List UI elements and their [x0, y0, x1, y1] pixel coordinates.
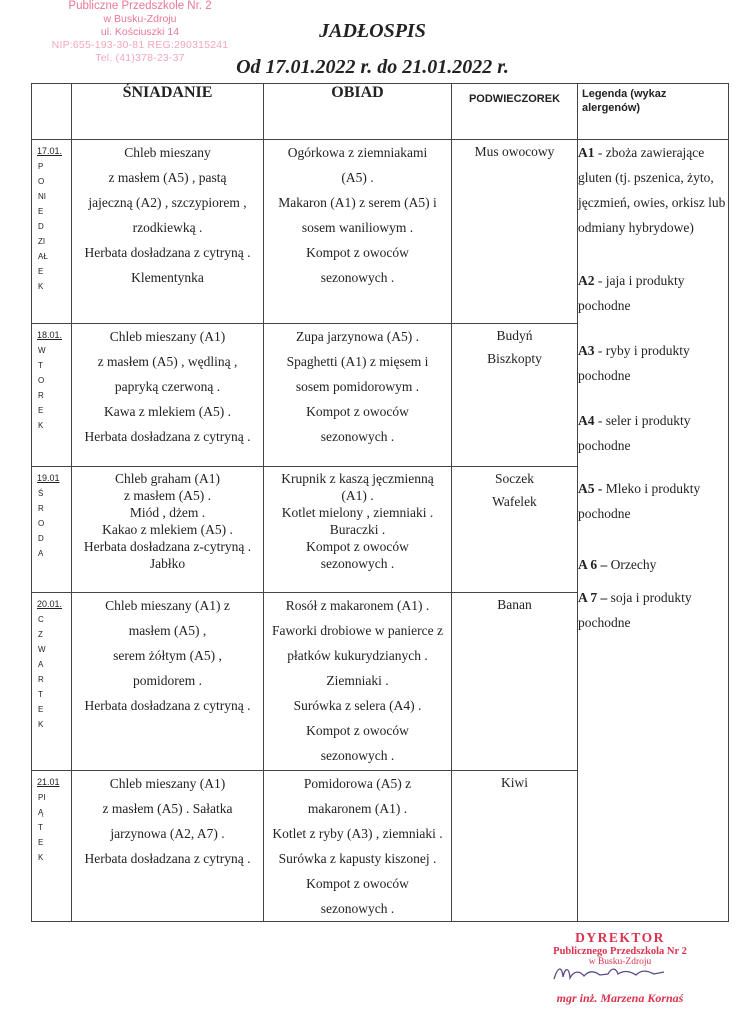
lunch-line: Kompot z owoców: [306, 245, 409, 260]
lunch-line: Kompot z owoców: [306, 876, 409, 891]
snack-line: Biszkopty: [487, 351, 542, 366]
breakfast-line: Chleb graham (A1): [115, 471, 220, 486]
breakfast-header: ŚNIADANIE: [72, 84, 264, 140]
lunch-header: OBIAD: [264, 84, 452, 140]
breakfast-line: Herbata dosładzana z cytryną .: [84, 698, 251, 713]
snack-line: Budyń: [496, 328, 533, 343]
breakfast-line: rzodkiewką .: [132, 220, 203, 235]
lunch-line: (A1) .: [341, 488, 374, 503]
allergen-item: [578, 268, 728, 318]
breakfast-line: serem żółtym (A5) ,: [113, 648, 222, 663]
director-stamp: [520, 930, 720, 1006]
lunch-line: sosem waniliowym .: [301, 220, 414, 235]
lunch-line: sezonowych .: [320, 429, 395, 444]
allergen-text: - zboża zawierające gluten (tj. pszenica, żyto, jęczmień, owies, orkisz lub odmiany hybrydowe): [578, 145, 726, 235]
breakfast-line: Kakao z mlekiem (A5) .: [102, 522, 233, 537]
day-name: CZWARTEK: [38, 615, 46, 729]
lunch-cell: [264, 593, 452, 771]
corner-cell: [32, 84, 72, 140]
snack-line: Kiwi: [501, 775, 528, 790]
lunch-cell: [264, 771, 452, 922]
breakfast-line: papryką czerwoną .: [114, 379, 221, 394]
breakfast-line: Klementynka: [131, 270, 204, 285]
lunch-line: makaronem (A1) .: [307, 801, 408, 816]
allergen-item: [578, 408, 728, 458]
lunch-line: Pomidorowa (A5) z: [303, 776, 412, 791]
lunch-line: Kompot z owoców: [306, 723, 409, 738]
snack-cell: [452, 467, 578, 593]
allergen-code: A 6 –: [578, 557, 608, 572]
allergen-code: A2: [578, 273, 595, 288]
breakfast-line: z masłem (A5) . Sałatka: [102, 801, 233, 816]
allergen-item: [578, 585, 728, 635]
snack-line: Soczek: [495, 471, 534, 486]
day-date: 18.01.: [37, 330, 63, 340]
snack-line: Mus owocowy: [474, 144, 555, 159]
breakfast-line: Miód , dżem .: [129, 505, 206, 520]
lunch-line: sezonowych .: [320, 748, 395, 763]
legend-cell: [578, 140, 729, 922]
breakfast-line: Herbata dosładzana z cytryną .: [84, 851, 251, 866]
lunch-line: Faworki drobiowe w panierce z: [272, 623, 443, 638]
stamp-line: w Busku-Zdroju: [103, 13, 177, 25]
lunch-line: Rosół z makaronem (A1) .: [285, 598, 430, 613]
allergen-code: A4: [578, 413, 595, 428]
snack-cell: [452, 324, 578, 467]
allergen-code: A 7 –: [578, 590, 608, 605]
lunch-line: Spaghetti (A1) z mięsem i: [286, 354, 429, 369]
header-row: [32, 84, 729, 140]
breakfast-cell: [72, 140, 264, 324]
allergen-text: soja i produkty pochodne: [578, 590, 692, 630]
breakfast-line: z masłem (A5) , wędliną ,: [97, 354, 238, 369]
breakfast-line: jarzynowa (A2, A7) .: [110, 826, 225, 841]
breakfast-cell: [72, 324, 264, 467]
allergen-item: [578, 338, 728, 388]
director-org: Publicznego Przedszkola Nr 2: [553, 946, 687, 957]
lunch-line: Ogórkowa z ziemniakami: [287, 145, 428, 160]
breakfast-line: Chleb mieszany (A1): [109, 776, 226, 791]
lunch-line: Ziemniaki .: [326, 673, 389, 688]
legend-header: Legenda (wykaz alergenów): [578, 84, 729, 140]
breakfast-line: Jabłko: [149, 556, 186, 571]
breakfast-cell: [72, 771, 264, 922]
allergen-text: - seler i produkty pochodne: [578, 413, 691, 453]
lunch-line: Krupnik z kaszą jęczmienną: [281, 471, 434, 486]
snack-cell: [452, 593, 578, 771]
snack-line: Banan: [497, 597, 532, 612]
lunch-line: Kompot z owoców: [306, 404, 409, 419]
snack-cell: [452, 771, 578, 922]
snack-header: PODWIECZOREK: [452, 84, 578, 140]
allergen-item: [578, 552, 728, 577]
breakfast-line: Chleb mieszany: [124, 145, 211, 160]
day-cell: [32, 324, 72, 467]
allergen-text: - ryby i produkty pochodne: [578, 343, 690, 383]
snack-line: Wafelek: [492, 494, 537, 509]
lunch-line: płatków kukurydzianych .: [287, 648, 428, 663]
lunch-line: Buraczki .: [329, 522, 386, 537]
snack-cell: [452, 140, 578, 324]
day-name: WTOREK: [38, 346, 46, 430]
stamp-line: Publiczne Przedszkole Nr. 2: [68, 0, 212, 12]
lunch-line: sosem pomidorowym .: [295, 379, 420, 394]
stamp-line: NIP:655-193-30-81 REG:290315241: [51, 39, 229, 51]
lunch-line: sezonowych .: [320, 556, 395, 571]
day-cell: [32, 467, 72, 593]
breakfast-line: Herbata dosładzana z cytryną .: [84, 429, 251, 444]
date-range: Od 17.01.2022 r. do 21.01.2022 r.: [236, 56, 509, 78]
day-date: 17.01.: [37, 146, 63, 156]
lunch-line: Surówka z kapusty kiszonej .: [278, 851, 437, 866]
allergen-code: A5 -: [578, 481, 603, 496]
menu-table: [31, 83, 729, 922]
lunch-line: Makaron (A1) z serem (A5) i: [278, 195, 437, 210]
day-date: 21.01: [37, 777, 60, 787]
breakfast-line: Herbata dosładzana z cytryną .: [84, 245, 251, 260]
allergen-item: [578, 140, 728, 240]
breakfast-line: Chleb mieszany (A1) z: [105, 598, 230, 613]
breakfast-line: pomidorem .: [133, 673, 202, 688]
lunch-cell: [264, 140, 452, 324]
allergen-text: - jaja i produkty pochodne: [578, 273, 685, 313]
day-cell: [32, 771, 72, 922]
director-title: DYREKTOR: [575, 930, 665, 945]
day-date: 19.01: [37, 473, 60, 483]
day-name: PONIEDZIAŁEK: [38, 162, 48, 291]
allergen-code: A1: [578, 145, 595, 160]
day-name: PIĄTEK: [38, 793, 46, 862]
lunch-line: Zupa jarzynowa (A5) .: [296, 329, 419, 344]
day-cell: [32, 140, 72, 324]
breakfast-line: z masłem (A5) , pastą: [108, 170, 227, 185]
allergen-text: Mleko i produkty pochodne: [578, 481, 701, 521]
breakfast-line: z masłem (A5) .: [124, 488, 211, 503]
lunch-cell: [264, 467, 452, 593]
allergen-text: Orzechy: [607, 557, 657, 572]
day-row: [32, 140, 729, 324]
breakfast-line: Herbata dosładzana z-cytryną .: [83, 539, 252, 554]
day-date: 20.01.: [37, 599, 63, 609]
breakfast-line: masłem (A5) ,: [128, 623, 207, 638]
breakfast-line: Kawa z mlekiem (A5) .: [103, 404, 232, 419]
day-cell: [32, 593, 72, 771]
page-title: JADŁOSPIS: [319, 20, 426, 42]
lunch-line: Kotlet mielony , ziemniaki .: [281, 505, 434, 520]
handwritten-signature: [550, 962, 670, 984]
allergen-item: [578, 476, 728, 526]
lunch-line: sezonowych .: [320, 270, 395, 285]
breakfast-line: Chleb mieszany (A1): [109, 329, 226, 344]
lunch-line: Kompot z owoców: [306, 539, 409, 554]
allergen-code: A3: [578, 343, 595, 358]
director-city: w Busku-Zdroju: [588, 957, 652, 967]
lunch-line: Kotlet z ryby (A3) , ziemniaki .: [272, 826, 443, 841]
stamp-line: ul. Kościuszki 14: [100, 26, 180, 38]
lunch-line: (A5) .: [341, 170, 374, 185]
lunch-cell: [264, 324, 452, 467]
breakfast-line: jajeczną (A2) , szczypiorem ,: [88, 195, 247, 210]
director-name: mgr inż. Marzena Kornaś: [556, 991, 684, 1005]
breakfast-cell: [72, 467, 264, 593]
lunch-line: Surówka z selera (A4) .: [293, 698, 422, 713]
stamp-line: Tel. (41)378-23-37: [95, 52, 185, 64]
day-name: ŚRODA: [38, 489, 45, 558]
breakfast-cell: [72, 593, 264, 771]
lunch-line: sezonowych .: [320, 901, 395, 916]
